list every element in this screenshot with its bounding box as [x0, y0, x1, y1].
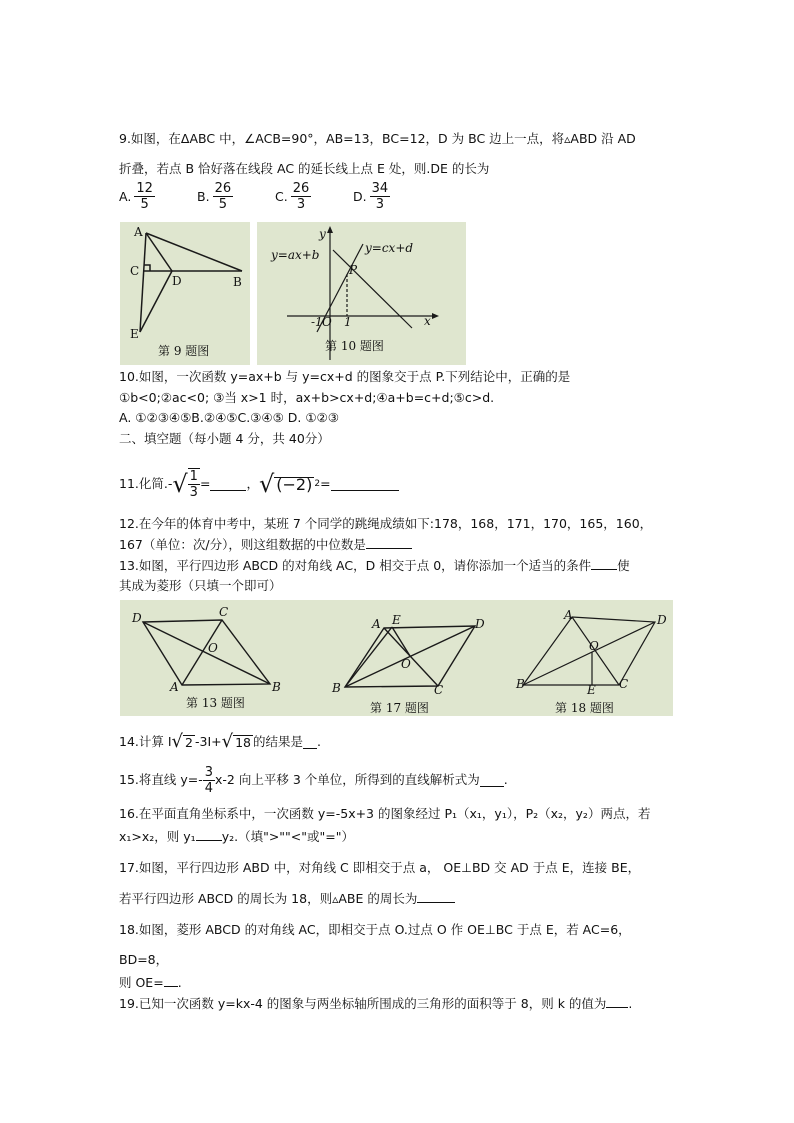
numerator: 26 — [292, 181, 310, 196]
q19-text: 19.已知一次函数 y=kx-4 的图象与两坐标轴所围成的三角形的面积等于 8，则 k 的值为 — [119, 996, 607, 1011]
fig17-label-a: A — [372, 617, 381, 631]
option-letter: A. — [119, 189, 132, 204]
q13-line1-text: 13.如图，平行四边形 ABCD 的对角线 AC，D 相交于点 0，请你添加一个适当的条件 — [119, 558, 592, 573]
q15-suffix: x-2 向上平移 3 个单位，所得到的直线解析式为 — [215, 772, 480, 787]
fig17-label-o: O — [401, 657, 411, 671]
fig9-label-a: A — [134, 225, 143, 239]
q9-options — [119, 181, 431, 212]
q11-eq2: = — [320, 476, 331, 491]
fig9-label-e: E — [130, 327, 139, 341]
q17-line2 — [119, 889, 455, 908]
q11-radical-1: √ $\frac{1}{3}$ — [172, 469, 198, 500]
q18-line3-end: . — [177, 975, 182, 990]
fig10-label-o: O — [322, 315, 332, 329]
q15-blank[interactable] — [480, 773, 504, 787]
fig18-label-a: A — [564, 608, 573, 622]
denominator: 3 — [296, 197, 306, 212]
fig10-label-line2: y=cx+d — [365, 241, 414, 255]
q14-suffix: 的结果是 — [253, 734, 304, 749]
fig10-caption: 第 10 题图 — [325, 339, 384, 353]
radicand: 2 — [185, 734, 193, 750]
q16-line2b: y₂.（填">""<"或"="） — [221, 829, 354, 844]
q15-prefix: 15.将直线 y=- — [119, 772, 203, 787]
q13-line1-end: 使 — [617, 558, 630, 573]
denominator: 4 — [204, 780, 214, 796]
q19-blank[interactable] — [606, 994, 628, 1008]
q15-end: . — [503, 772, 508, 787]
fig17-label-b: B — [332, 681, 341, 695]
q12-blank[interactable] — [366, 535, 412, 549]
option-letter: D. — [353, 189, 367, 204]
fig17-label-c: C — [434, 683, 444, 697]
q18-line1: 18.如图，菱形 ABCD 的对角线 AC，即相交于点 O.过点 O 作 OE⊥BC 于点 E，若 AC=6， — [119, 922, 631, 937]
q18-line3-text: 则 OE= — [119, 975, 164, 990]
fig17-caption: 第 17 题图 — [370, 701, 429, 715]
numerator: 34 — [371, 181, 389, 196]
fig10-label-m1: -1 — [311, 315, 323, 329]
radicand: (−2) — [276, 474, 313, 494]
fig18-label-o: O — [589, 639, 599, 653]
fig10-label-1: 1 — [344, 315, 352, 329]
q12-line2-text: 167（单位：次/分），则这组数据的中位数是 — [119, 537, 366, 552]
fig9-label-c: C — [130, 264, 140, 278]
fig13-label-c: C — [219, 605, 229, 619]
radicand: 18 — [235, 734, 251, 750]
q14-prefix: 14.计算 I — [119, 734, 172, 749]
q9-option-d — [353, 181, 431, 212]
q13-line2: 其成为菱形（只填一个即可） — [119, 578, 282, 593]
fraction — [291, 181, 312, 212]
q11-blank-2[interactable] — [331, 477, 399, 491]
q11-prefix: 11.化简.- — [119, 476, 173, 491]
q18-blank[interactable] — [164, 973, 178, 987]
fig13-label-o: O — [208, 641, 218, 655]
numerator: 1 — [189, 469, 198, 484]
numerator: 12 — [136, 181, 153, 196]
denominator: 5 — [140, 197, 149, 212]
fig18-label-b: B — [516, 677, 525, 691]
q14-radical-2: √ 18 — [221, 731, 251, 752]
q11-eq1: = — [199, 476, 211, 491]
q15 — [119, 762, 508, 798]
fig9-label-b: B — [233, 275, 242, 289]
fig13-caption: 第 13 题图 — [186, 696, 245, 710]
denominator: 3 — [375, 197, 385, 212]
fig10-label-line1: y=ax+b — [271, 248, 320, 262]
q9-line1: 9.如图，在ΔABC 中，∠ACB=90°，AB=13，BC=12，D 为 BC 边上一点，将▵ABD 沿 AD — [119, 131, 636, 146]
fig17-label-d: D — [475, 617, 485, 631]
q14-mid: -3I+ — [194, 734, 222, 749]
q10-line2: ①b<0;②ac<0; ③当 x>1 时，ax+b>cx+d;④a+b=c+d;⑤c>d. — [119, 390, 495, 405]
fraction — [134, 181, 155, 212]
fig18-label-e: E — [587, 683, 596, 697]
q9-line2: 折叠，若点 B 恰好落在线段 AC 的延长线上点 E 处，则.DE 的长为 — [119, 161, 490, 176]
q14 — [119, 733, 321, 751]
fraction — [370, 181, 391, 212]
q19-end: . — [628, 996, 633, 1011]
fig18-label-d: D — [657, 613, 667, 627]
fig18-caption: 第 18 题图 — [555, 701, 614, 715]
numerator: 26 — [214, 181, 232, 196]
q14-blank[interactable] — [303, 735, 317, 749]
q18-line2: BD=8， — [119, 952, 169, 967]
q16-blank[interactable] — [196, 827, 222, 841]
q11-blank-1[interactable] — [210, 477, 246, 491]
q11-comma: ， — [246, 476, 259, 491]
q18-line3 — [119, 973, 182, 992]
q12-line1: 12.在今年的体育中考中，某班 7 个同学的跳绳成绩如下:178，168，171，170，165，160， — [119, 516, 653, 531]
q14-radical-1: √ 2 — [171, 731, 193, 752]
q9-option-a — [119, 181, 197, 212]
figure-10 — [257, 222, 466, 365]
q17-blank[interactable] — [417, 889, 455, 903]
q17-line1: 17.如图，平行四边形 ABD 中，对角线 C 即相交于点 a， OE⊥BD 交 AD 于点 E，连接 BE， — [119, 860, 641, 875]
q9-option-c — [275, 181, 353, 212]
fig9-label-d: D — [172, 274, 182, 288]
q17-line2-text: 若平行四边形 ABCD 的周长为 18，则▵ABE 的周长为 — [119, 891, 418, 906]
fig18-label-c: C — [619, 677, 629, 691]
figure-strip-13-17-18 — [120, 600, 673, 716]
q15-fraction — [203, 765, 215, 796]
option-letter: B. — [197, 189, 210, 204]
q11-radical-2: √ (−2) 2 — [258, 470, 321, 498]
q9-option-b — [197, 181, 275, 212]
exponent: 2 — [314, 479, 321, 489]
fig17-label-e: E — [392, 613, 401, 627]
q16-line2 — [119, 827, 354, 846]
q19 — [119, 994, 632, 1013]
fig13-label-a: A — [170, 680, 179, 694]
fig10-label-p: P — [349, 263, 358, 277]
fig9-caption: 第 9 题图 — [158, 344, 210, 358]
q11 — [119, 467, 399, 501]
fraction — [213, 181, 234, 212]
numerator: 3 — [204, 764, 214, 780]
figure-9 — [120, 222, 250, 365]
section-2-heading: 二、填空题（每小题 4 分，共 40分） — [119, 431, 330, 446]
denominator: 3 — [189, 485, 198, 500]
option-letter: C. — [275, 189, 288, 204]
q13-line1 — [119, 556, 630, 575]
fig13-label-b: B — [272, 680, 281, 694]
q16-line1: 16.在平面直角坐标系中，一次函数 y=-5x+3 的图象经过 P₁（x₁，y₁），P₂（x₂，y₂）两点，若 — [119, 806, 651, 821]
q13-blank[interactable] — [591, 556, 617, 570]
q16-line2a: x₁>x₂，则 y₁ — [119, 829, 196, 844]
fig13-label-d: D — [132, 611, 142, 625]
q10-line3: A. ①②③④⑤B.②④⑤C.③④⑤ D. ①②③ — [119, 410, 339, 425]
fig10-label-y: y — [319, 227, 326, 241]
denominator: 5 — [218, 197, 227, 212]
q10-line1: 10.如图，一次函数 y=ax+b 与 y=cx+d 的图象交于点 P.下列结论中，正确的是 — [119, 369, 571, 384]
q12-line2 — [119, 535, 412, 554]
fig10-label-x: x — [424, 314, 431, 328]
q14-end: . — [317, 734, 321, 749]
